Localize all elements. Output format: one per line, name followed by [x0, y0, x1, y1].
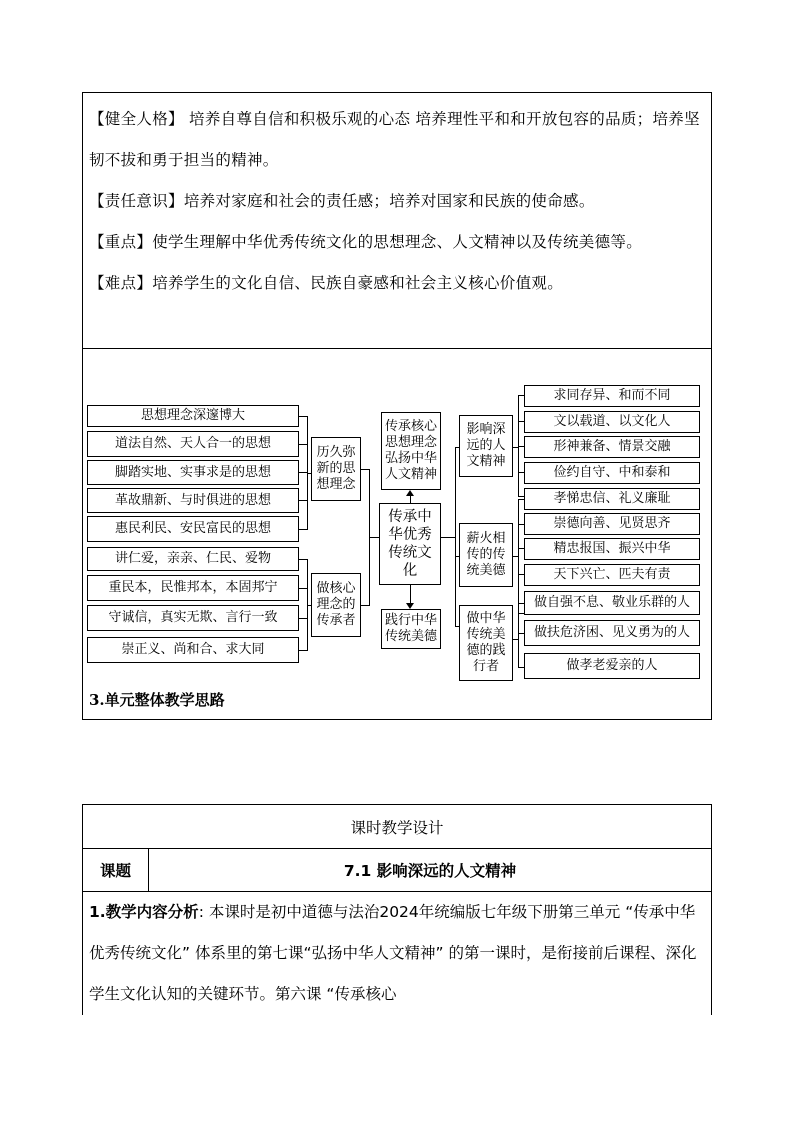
left2-item: 守诚信，真实无欺、言行一致: [87, 605, 299, 631]
branch-top: 传承核心思想理念弘扬中华人文精神: [381, 412, 441, 490]
goal-personality: 【健全人格】 培养自尊自信和积极乐观的心态 培养理性平和和开放包容的品质；培养坚韧不拔和勇于担当的精神。: [89, 110, 700, 169]
right2-label: 薪火相传的传统美德: [459, 523, 513, 587]
left2-item: 讲仁爱，亲亲、仁民、爱物: [87, 547, 299, 571]
right1-item: 求同存异、和而不同: [524, 385, 700, 407]
left1-item: 思想理念深邃博大: [87, 405, 299, 427]
right1-item: 形神兼备、情景交融: [524, 436, 700, 458]
section3-heading: 3.单元整体教学思路: [89, 691, 225, 709]
right3-item: 做自强不息、敬业乐群的人: [524, 591, 700, 615]
center-topic: 传承中华优秀传统文化: [379, 503, 441, 585]
goal-key-point: 【重点】使学生理解中华优秀传统文化的思想理念、人文精神以及传统美德等。: [89, 233, 643, 251]
goal-responsibility: 【责任意识】培养对家庭和社会的责任感；培养对国家和民族的使命感。: [89, 192, 595, 210]
lesson-analysis: [83, 892, 711, 1015]
analysis-label: 1.教学内容分析: [89, 903, 199, 921]
right2-item: 崇德向善、见贤思齐: [524, 513, 700, 535]
lesson-topic-row: [83, 849, 711, 892]
left2-label: 做核心理念的传承者: [311, 573, 361, 637]
right1-label: 影响深远的人文精神: [459, 415, 513, 477]
lesson-topic-title: 7.1 影响深远的人文精神: [343, 862, 517, 880]
left1-item: 道法自然、天人合一的思想: [87, 431, 299, 457]
analysis-text: : 本课时是初中道德与法治2024年统编版七年级下册第三单元 “传承中华优秀传统文化” 体系里的第七课“弘扬中华人文精神” 的第一课时，是衔接前后课程、深化学生文化认知的关键环节。第六课 “传承核心: [89, 903, 697, 1003]
lesson-topic-label: 课题: [83, 849, 149, 891]
lesson-design-header: 课时教学设计: [83, 805, 711, 849]
unit-table: [82, 92, 712, 720]
right2-item: 精忠报国、振兴中华: [524, 538, 700, 560]
left1-label: 历久弥新的思想理念: [311, 437, 361, 501]
left1-item: 惠民利民、安民富民的思想: [87, 516, 299, 542]
concept-diagram: [83, 349, 711, 719]
left2-item: 重民本，民惟邦本，本固邦宁: [87, 575, 299, 601]
branch-bottom: 践行中华传统美德: [381, 609, 441, 649]
right3-item: 做孝老爱亲的人: [524, 653, 700, 679]
left2-item: 崇正义、尚和合、求大同: [87, 637, 299, 663]
right3-item: 做扶危济困、见义勇为的人: [524, 620, 700, 646]
goals-cell: [83, 93, 711, 349]
right2-item: 天下兴亡、匹夫有责: [524, 564, 700, 586]
right1-item: 俭约自守、中和泰和: [524, 462, 700, 484]
lesson-design-table: [82, 804, 712, 1015]
goal-difficulty: 【难点】培养学生的文化自信、民族自豪感和社会主义核心价值观。: [89, 274, 564, 292]
right2-item: 孝悌忠信、礼义廉耻: [524, 488, 700, 510]
left1-item: 革故鼎新、与时俱进的思想: [87, 488, 299, 513]
left1-item: 脚踏实地、实事求是的思想: [87, 460, 299, 485]
right1-item: 文以载道、以文化人: [524, 411, 700, 433]
right3-label: 做中华传统美德的践行者: [459, 605, 513, 681]
